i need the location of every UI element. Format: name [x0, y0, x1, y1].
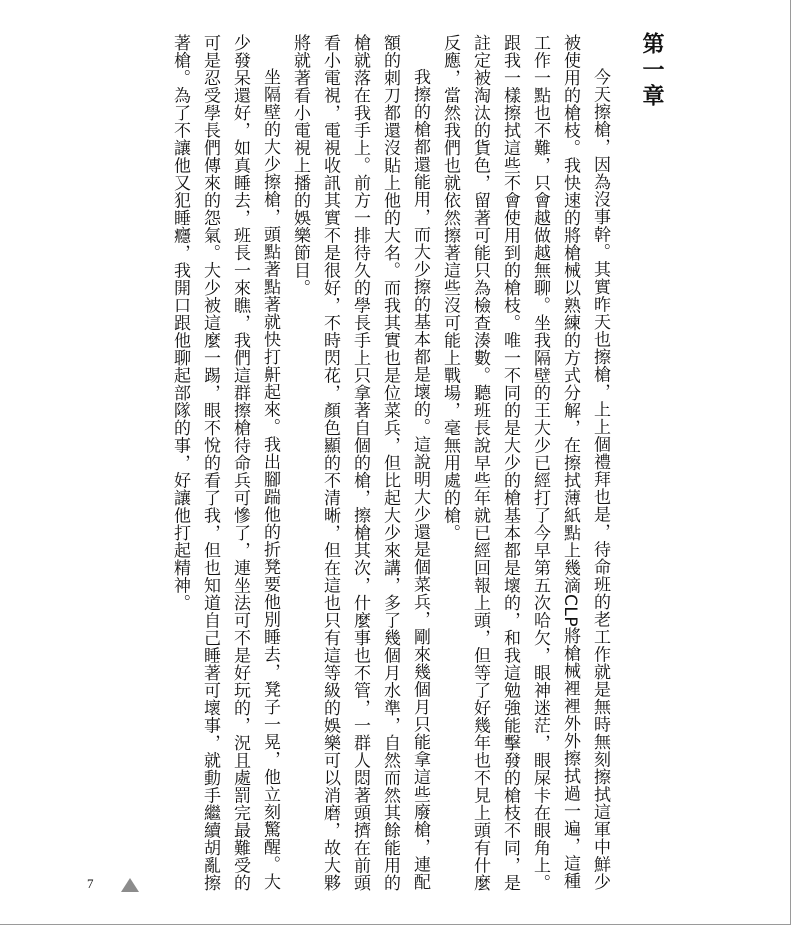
paragraph-1: 今天擦槍，因為沒事幹。其實昨天也擦槍，上上個禮拜也是，待命班的老工作就是無時無刻擦拭這軍中鮮少被使用的槍枝。我快速的將槍械以熟練的方式分解，在擦拭薄紙點上幾滴CLP將槍械裡裡外外擦拭過一遍，這種工作一點也不難，只會越做越無聊。坐我隔壁的王大少已經打了今早第五次哈欠，眼神迷茫，眼屎卡在眼角上。跟我一樣擦拭這些不會使用到的槍枝。唯一不同的是大少的槍基本都是壞的，和我這勉強能擊發的槍枝不同，是註定被淘汰的貨色，留著可能只為檢查湊數。聽班長說早些年就已經回報上頭，但等了好幾年也不見上頭有什麼反應，當然我們也就依然擦著這些沒可能上戰場，毫無用處的槍。	[440, 34, 610, 892]
paragraph-3: 坐隔壁的大少擦槍，頭點著點著就快打鼾起來。我出腳踹他的折凳要他別睡去，凳子一晃，他立刻驚醒。大少發呆還好，如真睡去，班長一來瞧，我們這群擦槍待命兵可慘了，連坐法可不是好玩的，況且處罰完最難受的可是忍受學長們傳來的怨氣。大少被這麼一踢，眼不悅的看了我，但也知道自己睡著可壞事，就動手繼續胡亂擦著槍。為了不讓他又犯睡癮，我開口跟他聊起部隊的事，好讓他打起精神。	[170, 34, 280, 892]
body-text	[165, 34, 615, 894]
triangle-up-icon[interactable]	[121, 878, 139, 892]
chapter-title: 第一章	[639, 32, 665, 110]
paragraph-2: 我擦的槍都還能用，而大少擦的基本都是壞的。這說明大少還是個菜兵，剛來幾個月只能拿這些廢槍，連配額的刺刀都還沒貼上他的大名。而我其實也是位菜兵，但比起大少來講，多了幾個月水準，自然而然其餘能用的槍就落在我手上。前方一排待久的學長手上只拿著自個的槍，擦槍其次，什麼事也不管，一群人悶著頭擠在前頭看小電視，電視收訊其實不是很好，不時閃花，顏色顯的不清晰，但在這也只有這等級的娛樂可以消磨，故大夥將就著看小電視上播的娛樂節目。	[290, 34, 430, 892]
page-number: 7	[87, 876, 94, 891]
